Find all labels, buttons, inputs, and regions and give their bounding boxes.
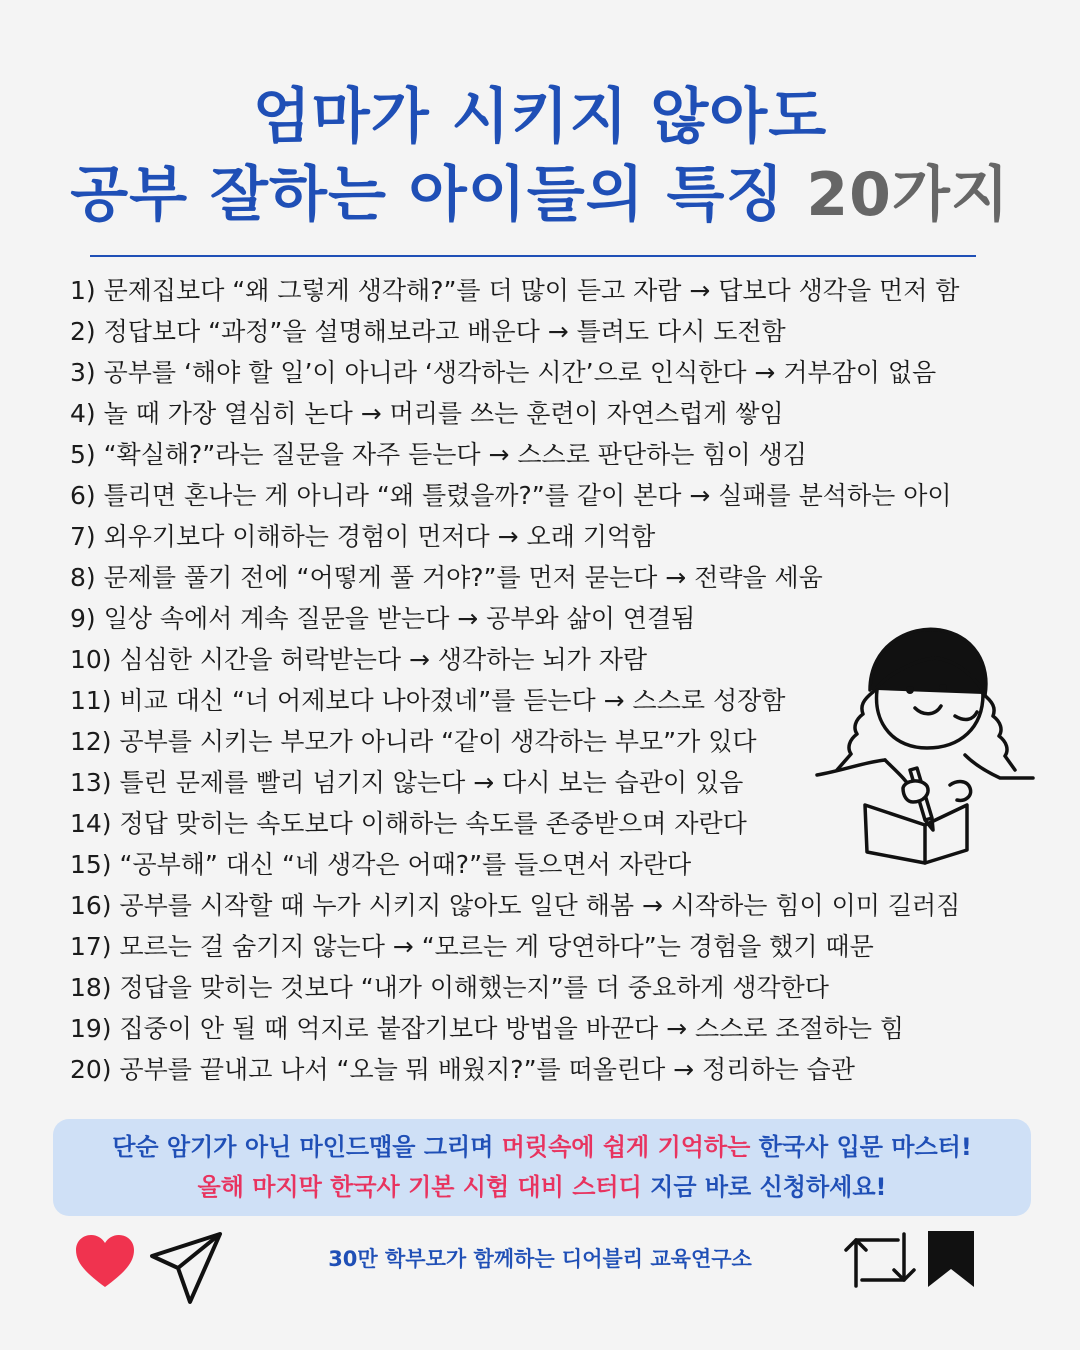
tip-item: 9) 일상 속에서 계속 질문을 받는다 → 공부와 삶이 연결됨: [70, 604, 696, 633]
promo-line-2-b: 지금 바로 신청하세요!: [641, 1173, 887, 1201]
tip-item: 14) 정답 맞히는 속도보다 이해하는 속도를 존중받으며 자란다: [70, 809, 747, 838]
title-line-2-main: 공부 잘하는 아이들의 특징: [70, 160, 785, 230]
tip-item: 12) 공부를 시키는 부모가 아니라 “같이 생각하는 부모”가 있다: [70, 727, 757, 756]
tip-item: 4) 놀 때 가장 열심히 논다 → 머리를 쓰는 훈련이 자연스럽게 쌓임: [70, 399, 784, 428]
tip-item: 19) 집중이 안 될 때 억지로 붙잡기보다 방법을 바꾼다 → 스스로 조절하는 힘: [70, 1014, 905, 1043]
promo-line-1-a: 단순 암기가 아닌 마인드맵을 그리며: [112, 1133, 502, 1161]
promo-line-1-c: 한국사 입문 마스터!: [750, 1133, 972, 1161]
tip-item: 13) 틀린 문제를 빨리 넘기지 않는다 → 다시 보는 습관이 있음: [70, 768, 744, 797]
tip-item: 16) 공부를 시작할 때 누가 시키지 않아도 일단 해봄 → 시작하는 힘이 이미 길러짐: [70, 891, 961, 920]
promo-line-2: [53, 1168, 1031, 1206]
title-line-2: [0, 156, 1080, 234]
girl-studying-illustration: [815, 620, 1035, 865]
tip-item: 20) 공부를 끝내고 나서 “오늘 뭐 배웠지?”를 떠올린다 → 정리하는 습관: [70, 1055, 855, 1084]
promo-line-1-highlight: 머릿속에 쉽게 기억하는: [501, 1133, 751, 1161]
promo-banner[interactable]: [53, 1119, 1031, 1216]
tip-item: 6) 틀리면 혼나는 게 아니라 “왜 틀렸을까?”를 같이 본다 → 실패를 분석하는 아이: [70, 481, 952, 510]
tip-item: 2) 정답보다 “과정”을 설명해보라고 배운다 → 틀려도 다시 도전함: [70, 317, 786, 346]
tip-item: 8) 문제를 풀기 전에 “어떻게 풀 거야?”를 먼저 묻는다 → 전략을 세움: [70, 563, 823, 592]
title-line-1: 엄마가 시키지 않아도: [252, 82, 828, 152]
title-divider: [90, 255, 976, 257]
promo-line-2-highlight: 올해 마지막 한국사 기본 시험 대비 스터디: [197, 1173, 642, 1201]
bookmark-icon[interactable]: [926, 1229, 976, 1289]
tip-item: 1) 문제집보다 “왜 그렇게 생각해?”를 더 많이 듣고 자람 → 답보다 생각을 먼저 함: [70, 276, 960, 305]
tip-item: 11) 비교 대신 “너 어제보다 나아졌네”를 듣는다 → 스스로 성장함: [70, 686, 786, 715]
title-count: 20가지: [806, 160, 1010, 230]
tip-item: 18) 정답을 맞히는 것보다 “내가 이해했는지”를 더 중요하게 생각한다: [70, 973, 829, 1002]
repost-icon[interactable]: [840, 1230, 920, 1290]
tip-item: 15) “공부해” 대신 “네 생각은 어때?”를 들으면서 자란다: [70, 850, 692, 879]
tip-item: 7) 외우기보다 이해하는 경험이 먼저다 → 오래 기억함: [70, 522, 656, 551]
tip-item: 17) 모르는 걸 숨기지 않는다 → “모르는 게 당연하다”는 경험을 했기 때문: [70, 932, 874, 961]
tip-item: 3) 공부를 ‘해야 할 일’이 아니라 ‘생각하는 시간’으로 인식한다 → 거부감이 없음: [70, 358, 937, 387]
promo-line-1: [53, 1128, 1031, 1166]
tip-item: 10) 심심한 시간을 허락받는다 → 생각하는 뇌가 자람: [70, 645, 647, 674]
page-title: [0, 78, 1080, 234]
tip-item: 5) “확실해?”라는 질문을 자주 듣는다 → 스스로 판단하는 힘이 생김: [70, 440, 807, 469]
footer-text: 30만 학부모가 함께하는 디어블리 교육연구소: [328, 1247, 752, 1271]
